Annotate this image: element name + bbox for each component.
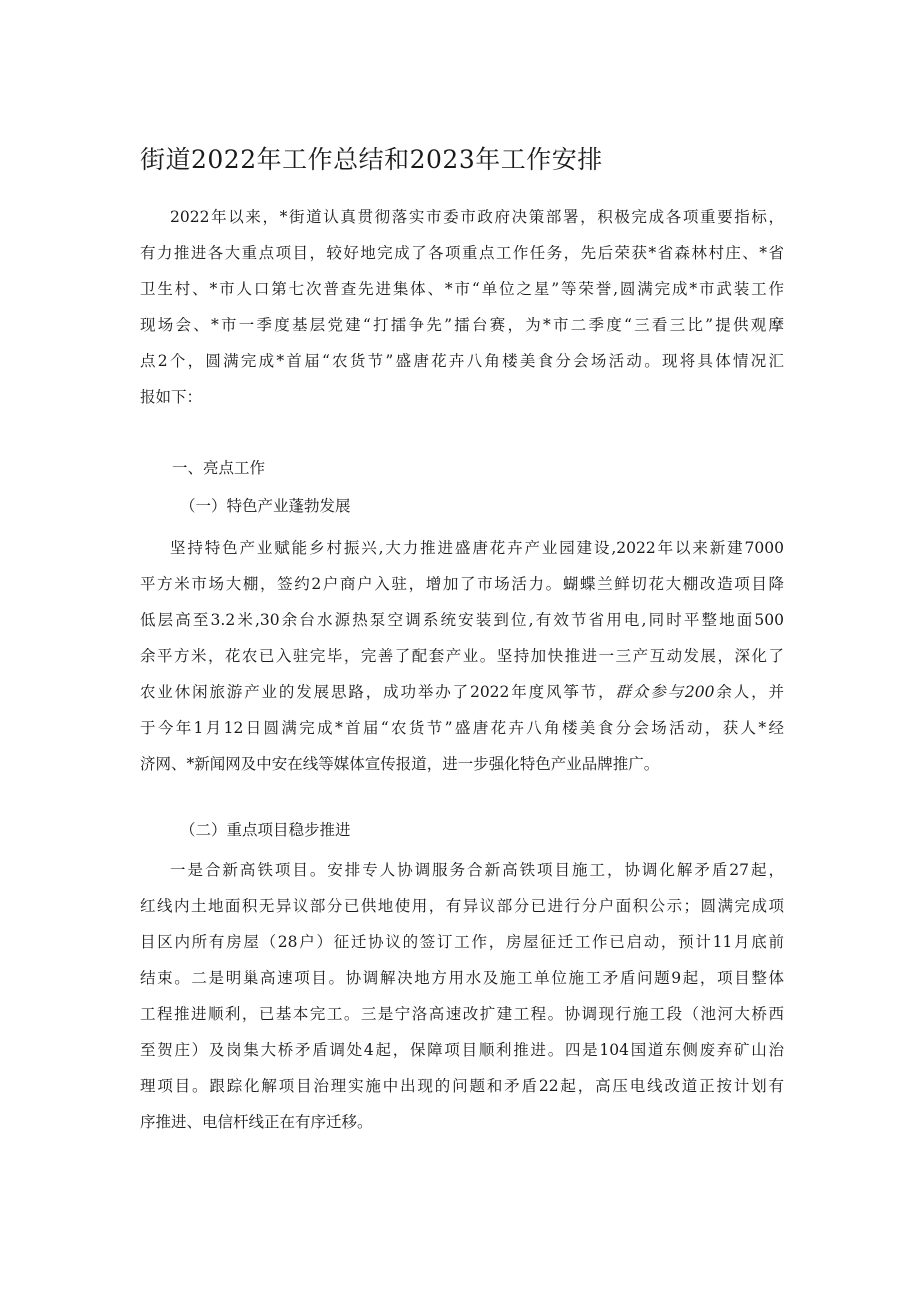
projects-line-5: 工程推进顺利，已基本完工。三是宁洛高速改扩建工程。协调现行施工段（池河大桥西 [140, 1005, 784, 1023]
intro-line-6: 报如下： [140, 388, 203, 406]
projects-line-4: 结束。二是明巢高速项目。协调解决地方用水及施工单位施工矛盾问题9起，项目整体 [140, 969, 784, 987]
section-heading-highlights: 一、亮点工作 [172, 459, 266, 477]
document-title: 街道2022年工作总结和2023年工作安排 [140, 145, 603, 174]
industry-line-5-text: 农业休闲旅游产业的发展思路，成功举办了2022年度风筝节， [140, 683, 616, 701]
intro-line-3: 卫生村、*市人口第七次普查先进集体、*市“单位之星”等荣誉,圆满完成*市武装工作 [140, 280, 784, 298]
subsection-heading-projects: （二）重点项目稳步推进 [180, 821, 351, 839]
projects-line-1: 一是合新高铁项目。安排专人协调服务合新高铁项目施工，协调化解矛盾27起， [170, 861, 784, 879]
projects-line-2: 红线内土地面积无异议部分已供地使用，有异议部分已进行分户面积公示；圆满完成项 [140, 897, 784, 915]
intro-line-2: 有力推进各大重点项目，较好地完成了各项重点工作任务，先后荣获*省森林村庄、*省 [140, 244, 784, 262]
projects-line-7: 理项目。跟踪化解项目治理实施中出现的问题和矛盾22起，高压电线改道正按计划有 [140, 1077, 784, 1095]
industry-line-2: 平方米市场大棚，签约2户商户入驻，增加了市场活力。蝴蝶兰鲜切花大棚改造项目降 [140, 575, 784, 593]
projects-line-6: 至贺庄）及岗集大桥矛盾调处4起，保障项目顺利推进。四是104国道东侧废弃矿山治 [140, 1041, 784, 1059]
industry-line-5 [140, 680, 784, 704]
industry-line-4: 余平方米，花农已入驻完毕，完善了配套产业。坚持加快推进一三产互动发展，深化了 [140, 647, 784, 665]
industry-line-3: 低层高至3.2米,30余台水源热泵空调系统安装到位,有效节省用电,同时平整地面500 [140, 611, 784, 629]
intro-line-1: 2022年以来，*街道认真贯彻落实市委市政府决策部署，积极完成各项重要指标， [170, 208, 784, 226]
industry-line-5-italic: 群众参与200 [615, 683, 715, 701]
industry-line-1: 坚持特色产业赋能乡村振兴,大力推进盛唐花卉产业园建设,2022年以来新建7000 [170, 539, 784, 557]
intro-line-4: 现场会、*市一季度基层党建“打擂争先”擂台赛，为*市二季度“三看三比”提供观摩 [140, 316, 784, 334]
industry-line-7: 济网、*新闻网及中安在线等媒体宣传报道，进一步强化特色产业品牌推广。 [140, 755, 660, 773]
subsection-heading-industry: （一）特色产业蓬勃发展 [180, 497, 351, 515]
industry-line-5-tail: 余人，并 [714, 683, 784, 701]
projects-line-8: 序推进、电信杆线正在有序迁移。 [140, 1113, 373, 1131]
intro-line-5: 点2个，圆满完成*首届“农货节”盛唐花卉八角楼美食分会场活动。现将具体情况汇 [140, 352, 784, 370]
industry-line-6: 于今年1月12日圆满完成*首届“农货节”盛唐花卉八角楼美食分会场活动，获人*经 [140, 719, 784, 737]
projects-line-3: 目区内所有房屋（28户）征迁协议的签订工作，房屋征迁工作已启动，预计11月底前 [140, 933, 784, 951]
